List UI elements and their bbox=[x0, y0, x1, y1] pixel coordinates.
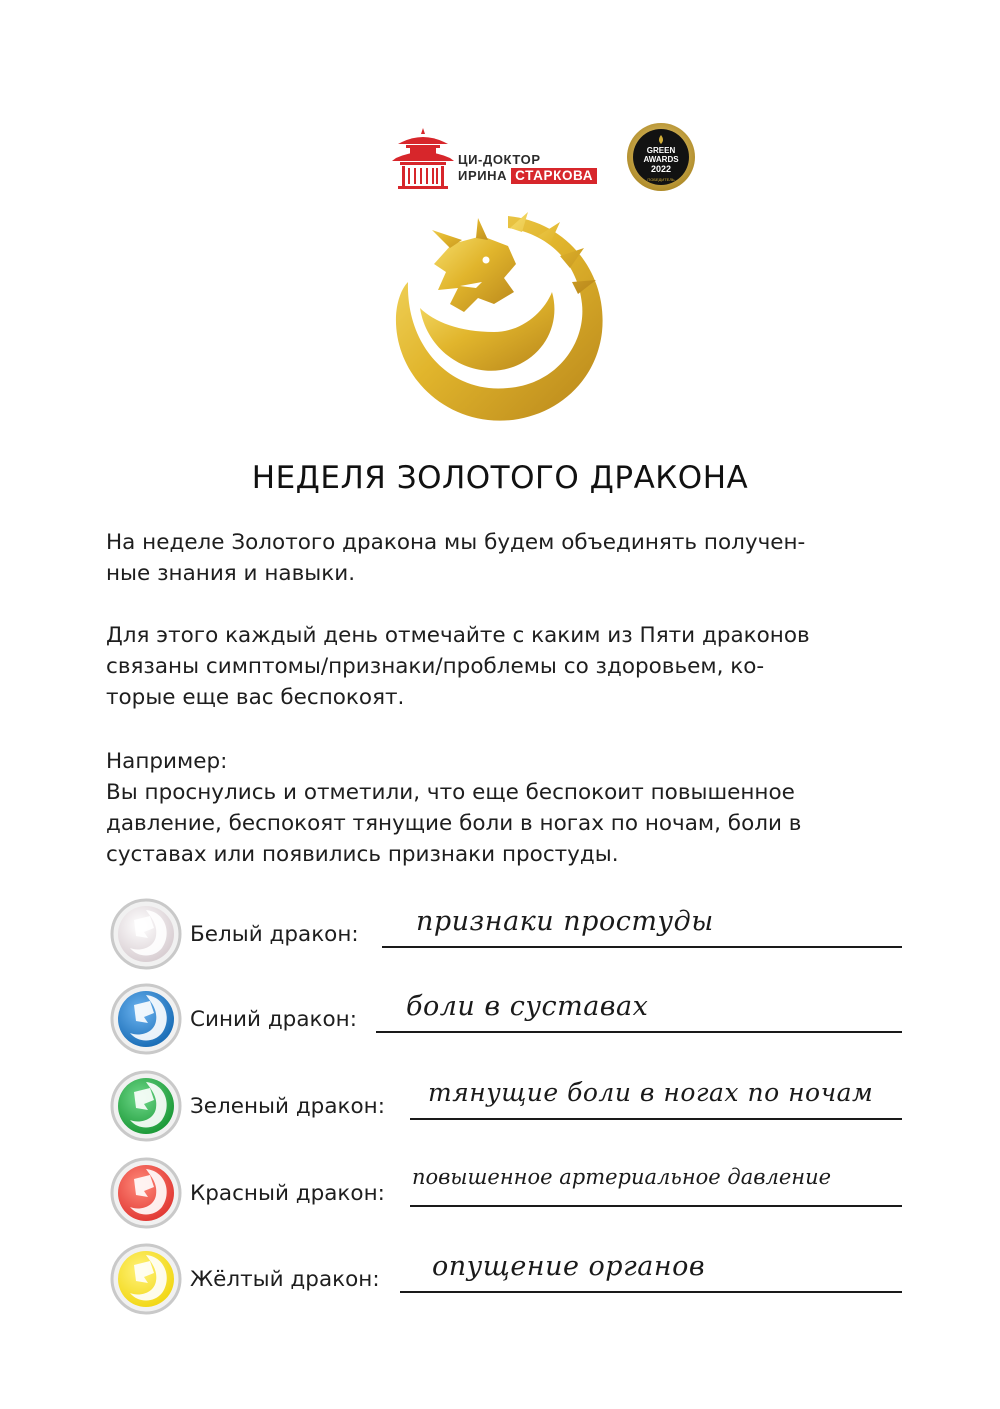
dragon-row-red bbox=[110, 1157, 910, 1229]
pagoda-logo-icon bbox=[392, 126, 454, 190]
text-line: Например: bbox=[106, 749, 228, 774]
dragon-row-white bbox=[110, 898, 910, 970]
answer-underline bbox=[410, 1205, 902, 1207]
brand-name bbox=[458, 152, 597, 184]
intro-paragraph-1 bbox=[106, 527, 906, 589]
dragon-row-green bbox=[110, 1070, 910, 1142]
dragon-label: Синий дракон: bbox=[190, 1007, 357, 1032]
golden-dragon-logo-icon bbox=[390, 208, 610, 428]
green-dragon-icon bbox=[110, 1070, 182, 1142]
badge-line2: AWARDS bbox=[643, 155, 679, 164]
dragon-label: Красный дракон: bbox=[190, 1181, 385, 1206]
brand-line1: ЦИ-ДОКТОР bbox=[458, 152, 541, 167]
dragon-row-yellow bbox=[110, 1243, 910, 1315]
dragon-row-blue bbox=[110, 983, 910, 1055]
dragon-label: Белый дракон: bbox=[190, 922, 359, 947]
text-line: ные знания и навыки. bbox=[106, 561, 356, 586]
text-line: связаны симптомы/признаки/проблемы со здоровьем, ко- bbox=[106, 654, 765, 679]
text-line: На неделе Золотого дракона мы будем объединять получен- bbox=[106, 530, 806, 555]
dragon-label: Жёлтый дракон: bbox=[190, 1267, 380, 1292]
green-awards-badge-icon bbox=[626, 122, 696, 192]
blue-dragon-icon bbox=[110, 983, 182, 1055]
page-title: НЕДЕЛЯ ЗОЛОТОГО ДРАКОНА bbox=[251, 460, 749, 496]
brand-line2-plain: ИРИНА bbox=[458, 168, 508, 183]
dragon-answer[interactable]: боли в суставах bbox=[406, 991, 649, 1022]
answer-underline bbox=[400, 1291, 902, 1293]
answer-underline bbox=[382, 946, 902, 948]
brand-header bbox=[392, 122, 702, 194]
intro-paragraph-3 bbox=[106, 746, 906, 870]
dragon-answer[interactable]: опущение органов bbox=[432, 1251, 706, 1282]
text-line: Для этого каждый день отмечайте с каким из Пяти драконов bbox=[106, 623, 810, 648]
answer-underline bbox=[376, 1031, 902, 1033]
text-line: Вы проснулись и отметили, что еще беспокоит повышенное bbox=[106, 780, 795, 805]
dragon-label: Зеленый дракон: bbox=[190, 1094, 385, 1119]
answer-underline bbox=[410, 1118, 902, 1120]
dragon-answer[interactable]: признаки простуды bbox=[416, 906, 714, 937]
yellow-dragon-icon bbox=[110, 1243, 182, 1315]
badge-bottom: ПОБЕДИТЕЛЬ bbox=[647, 177, 675, 182]
white-dragon-icon bbox=[110, 898, 182, 970]
dragon-answer[interactable]: тянущие боли в ногах по ночам bbox=[428, 1078, 874, 1107]
text-line: торые еще вас беспокоят. bbox=[106, 685, 405, 710]
text-line: давление, беспокоят тянущие боли в ногах по ночам, боли в bbox=[106, 811, 802, 836]
badge-year: 2022 bbox=[650, 164, 672, 174]
badge-line1: GREEN bbox=[646, 146, 676, 155]
intro-paragraph-2 bbox=[106, 620, 906, 713]
red-dragon-icon bbox=[110, 1157, 182, 1229]
brand-line2-highlight: СТАРКОВА bbox=[511, 168, 597, 184]
dragon-answer[interactable]: повышенное артериальное давление bbox=[412, 1165, 832, 1189]
text-line: суставах или появились признаки простуды. bbox=[106, 842, 619, 867]
